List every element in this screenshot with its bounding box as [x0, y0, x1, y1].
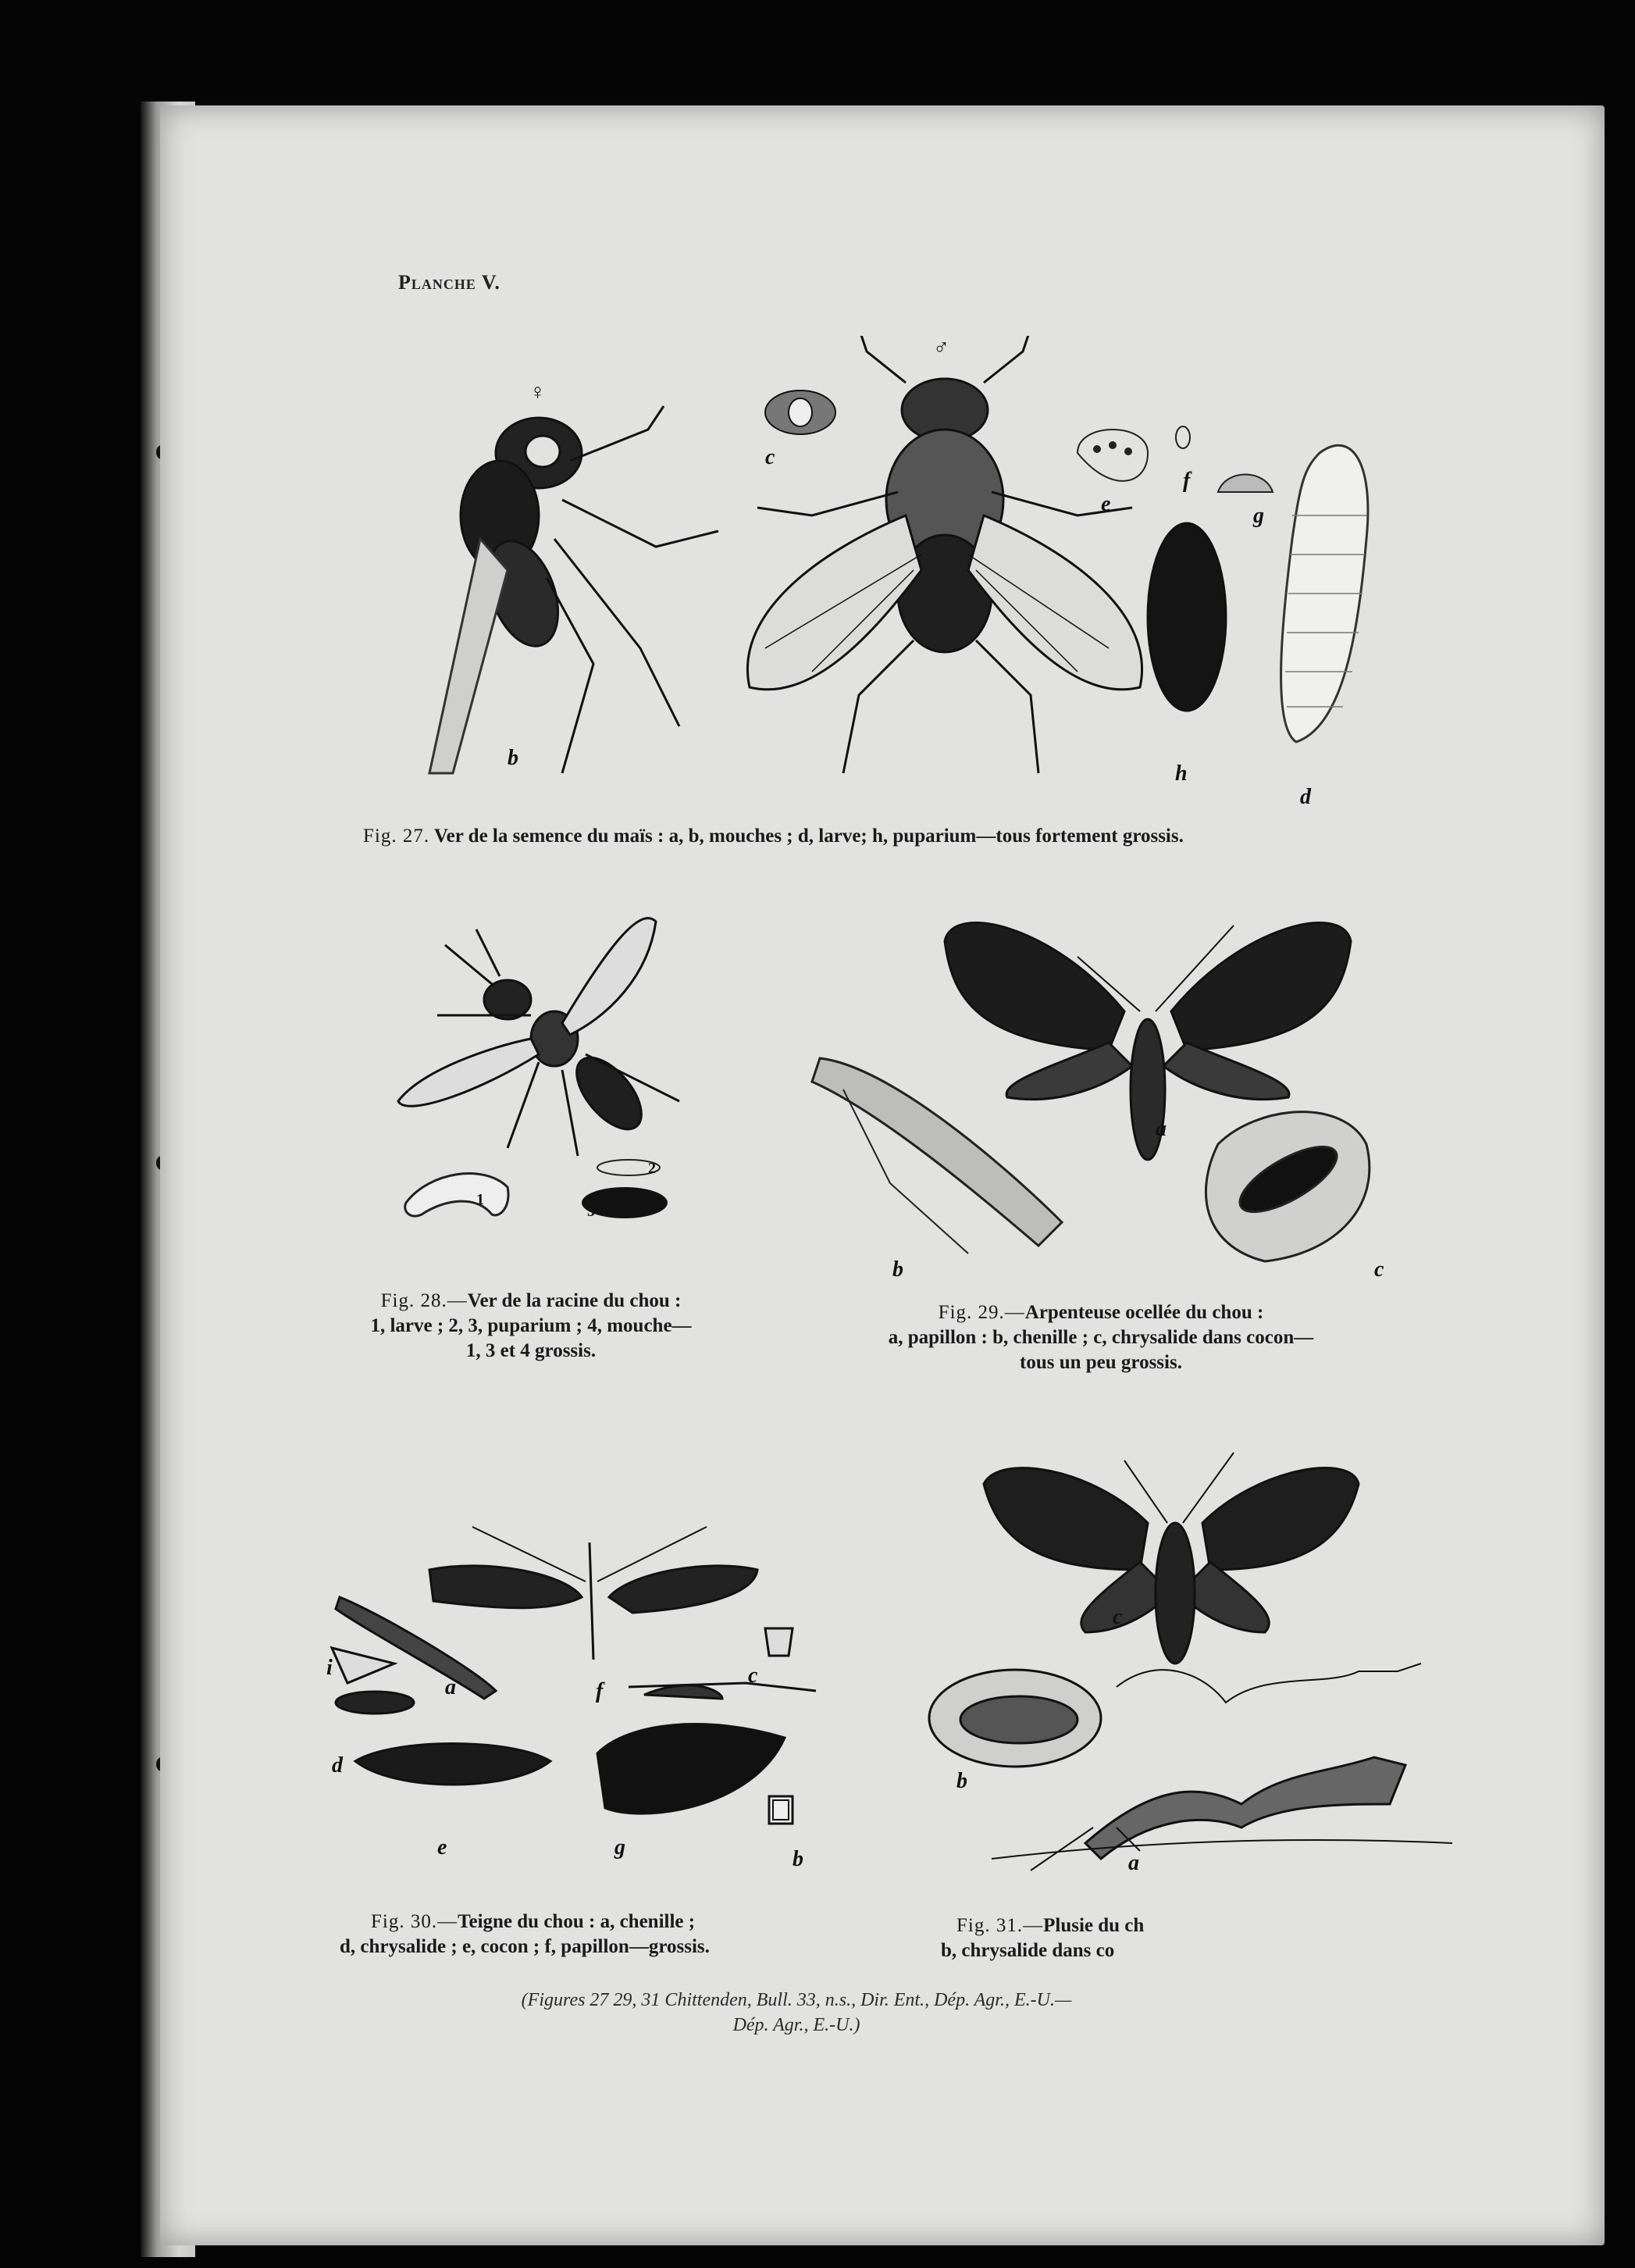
fig30-letter-a: a [445, 1675, 456, 1699]
fig29-letter-a: a [1156, 1117, 1167, 1141]
source-line1: (Figures 27 29, 31 Chittenden, Bull. 33, n.s., Dir. Ent., Dép. Agr., E.-U.— [521, 1990, 1072, 2010]
source-citation [336, 1988, 1257, 2038]
fig27-letter-d: d [1300, 785, 1311, 809]
fig27-letter-c: c [765, 445, 775, 469]
fig27-letter-e: e [1101, 492, 1111, 516]
fig30-caption [340, 1910, 710, 1960]
fig30-letter-c: c [748, 1664, 758, 1688]
source-line2: Dép. Agr., E.-U.) [732, 2015, 860, 2035]
fig29-caption [804, 1300, 1398, 1375]
fig29-letter-c: c [1374, 1257, 1384, 1282]
fig28-caption [312, 1289, 750, 1364]
fig27-text: Ver de la semence du maïs : a, b, mouches ; d, larve; h, puparium—tous fortement grossis. [433, 826, 1184, 847]
fig30-line2: d, chrysalide ; e, cocon ; f, papillon—grossis. [340, 1936, 710, 1957]
fig29-line3: tous un peu grossis. [1020, 1352, 1182, 1373]
fig30-letter-f: f [596, 1679, 604, 1703]
fig29-label: Fig. 29.— [938, 1302, 1025, 1323]
fig29-illustration [796, 910, 1437, 1300]
fig27-letter-h: h [1175, 761, 1188, 786]
fig30-illustration [316, 1511, 863, 1863]
fig30-letter-i: i [326, 1656, 333, 1680]
fig27-letter-f: f [1183, 469, 1191, 493]
fig30-letter-d: d [332, 1753, 343, 1778]
fig28-line1: Ver de la racine du chou : [467, 1290, 682, 1311]
fig27-letter-a-sym: ♀ [529, 380, 546, 405]
fig28-line3: 1, 3 et 4 grossis. [465, 1340, 597, 1361]
fig30-label: Fig. 30.— [371, 1911, 458, 1932]
fig29-line2: a, papillon : b, chenille ; c, chrysalide dans cocon— [888, 1327, 1314, 1348]
fig28-line2: 1, larve ; 2, 3, puparium ; 4, mouche— [370, 1315, 692, 1336]
fig30-letter-e: e [437, 1835, 447, 1860]
fig28-illustration [375, 898, 687, 1265]
fig28-label: Fig. 28.— [380, 1290, 468, 1311]
fig30-letter-h: h [746, 1734, 758, 1758]
fig30-line1: Teigne du chou : a, chenille ; [458, 1911, 696, 1932]
fig31-line2: b, chrysalide dans co [941, 1940, 1115, 1961]
fig27-caption [363, 824, 1184, 849]
fig31-line1: Plusie du ch [1043, 1915, 1145, 1936]
fig28-number-2: 2 [648, 1160, 656, 1177]
plate-title: Planche V. [398, 271, 500, 294]
fig28-number-1: 1 [476, 1191, 484, 1208]
fig27-illustration [406, 336, 1421, 804]
fig28-number-3: 3 [587, 1203, 595, 1220]
fig27-letter-b: b [508, 746, 518, 770]
fig30-letter-g: g [614, 1835, 625, 1860]
fig29-letter-b: b [892, 1257, 903, 1282]
fig31-letter-c: c [1113, 1605, 1123, 1629]
fig31-letter-a: a [1128, 1851, 1139, 1875]
fig31-label: Fig. 31.— [956, 1915, 1044, 1936]
fig31-caption [941, 1913, 1145, 1963]
fig31-letter-b: b [956, 1769, 967, 1793]
fig29-line1: Arpenteuse ocellée du chou : [1024, 1302, 1264, 1323]
fig27-label: Fig. 27. [363, 826, 430, 847]
fig27-letter-g: g [1253, 504, 1264, 528]
fig31-illustration [890, 1437, 1452, 1882]
fig30-letter-b: b [793, 1847, 803, 1871]
fig27-letter-male-sym: ♂ [933, 336, 949, 360]
